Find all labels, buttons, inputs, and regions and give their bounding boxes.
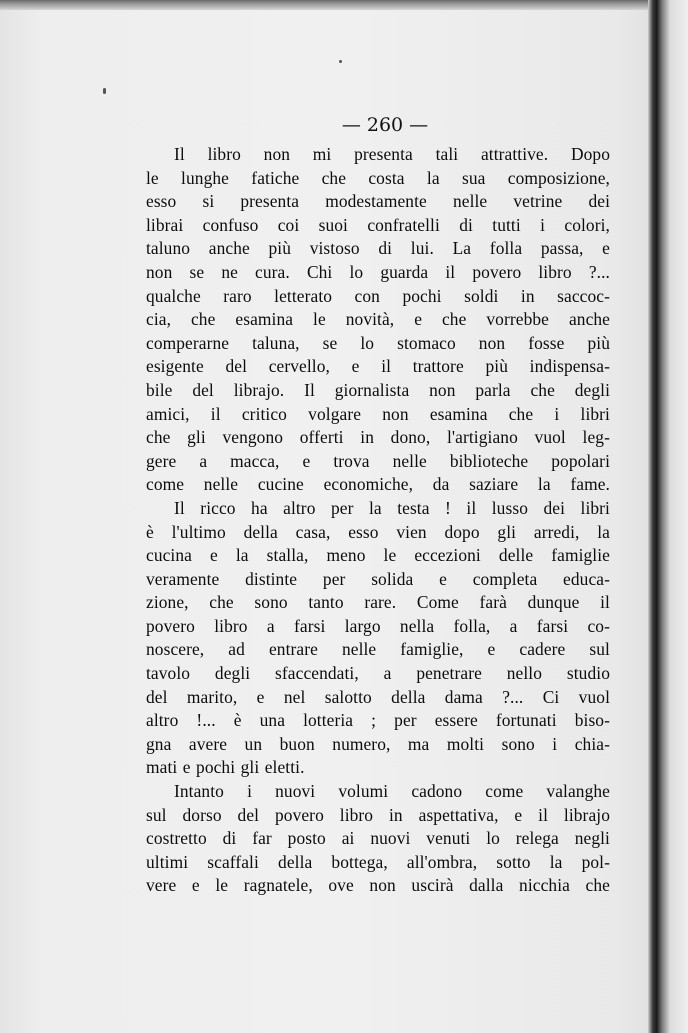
text-line: bile del librajo. Il giornalista non parla che degli	[146, 379, 610, 400]
text-line: taluno anche più vistoso di lui. La folla passa, e	[146, 238, 610, 259]
page-number: — 260 —	[341, 114, 429, 136]
text-line: altro !... è una lotteria ; per essere fortunati biso-	[146, 710, 610, 731]
ink-speck	[339, 60, 342, 63]
text-line: del marito, e nel salotto della dama ?... Ci vuol	[146, 686, 610, 707]
body-text	[146, 143, 610, 898]
text-line: Il libro non mi presenta tali attrattive. Dopo	[174, 144, 610, 164]
text-line: ultimi scaffali della bottega, all'ombra, sotto la pol-	[146, 851, 610, 872]
text-line: non se ne cura. Chi lo guarda il povero libro ?...	[146, 261, 610, 282]
text-line: costretto di far posto ai nuovi venuti lo relega negli	[146, 828, 610, 849]
text-line: gna avere un buon numero, ma molti sono i chia-	[146, 733, 610, 754]
ink-speck	[103, 88, 106, 94]
text-line: Intanto i nuovi volumi cadono come valanghe	[174, 781, 610, 802]
text-line: cia, che esamina le novità, e che vorrebbe anche	[146, 309, 610, 330]
text-line: le lunghe fatiche che costa la sua composizione,	[146, 167, 610, 188]
text-line: è l'ultimo della casa, esso vien dopo gli arredi, la	[146, 521, 610, 542]
text-line: vere e le ragnatele, ove non uscirà dalla nicchia che	[146, 875, 610, 896]
text-line: esigente del cervello, e il trattore più indispensa-	[146, 356, 610, 377]
text-line: qualche raro letterato con pochi soldi in saccoc-	[146, 285, 610, 306]
text-line: che gli vengono offerti in dono, l'artigiano vuol leg-	[146, 427, 610, 448]
book-binding-edge	[648, 0, 688, 1033]
text-line: esso si presenta modestamente nelle vetrine dei	[146, 191, 610, 212]
text-line: noscere, ad entrare nelle famiglie, e cadere sul	[146, 639, 610, 660]
text-line: come nelle cucine economiche, da saziare la fame.	[146, 474, 610, 495]
text-line: tavolo degli sfaccendati, a penetrare nello studio	[146, 663, 610, 684]
text-line: veramente distinte per solida e completa educa-	[146, 568, 610, 589]
text-line: gere a macca, e trova nelle biblioteche popolari	[146, 450, 610, 471]
text-line: mati e pochi gli eletti.	[146, 757, 305, 778]
text-line: comperarne taluna, se lo stomaco non fosse più	[146, 332, 610, 353]
text-line: povero libro a farsi largo nella folla, a farsi co-	[146, 615, 610, 636]
text-line: zione, che sono tanto rare. Come farà dunque il	[146, 592, 610, 613]
text-line: sul dorso del povero libro in aspettativa, e il librajo	[146, 804, 610, 825]
text-line: cucina e la stalla, meno le eccezioni delle famiglie	[146, 545, 610, 566]
text-line: Il ricco ha altro per la testa ! il lusso dei libri	[174, 497, 610, 518]
text-line: amici, il critico volgare non esamina che i libri	[146, 403, 610, 424]
text-line: librai confuso coi suoi confratelli di tutti i colori,	[146, 214, 610, 235]
